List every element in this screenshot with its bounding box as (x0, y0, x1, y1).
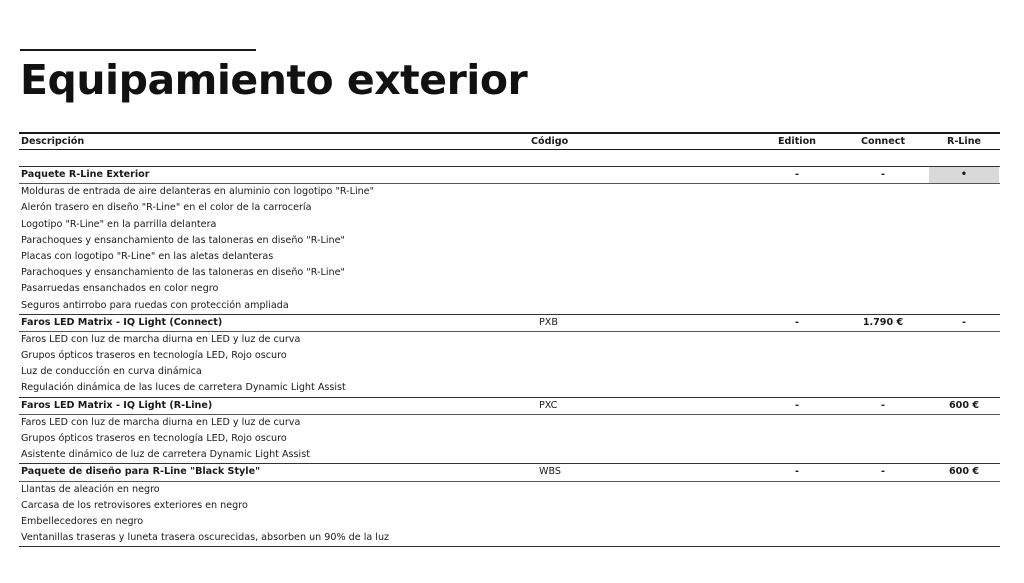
package-row (19, 166, 1000, 184)
feature-description: Parachoques y ensanchamiento de las taloneras en diseño "R-Line" (21, 234, 345, 246)
package-row (19, 463, 1000, 481)
package-connect-value: - (881, 466, 885, 478)
table-spacer (19, 150, 1000, 166)
package-code: WBS (539, 466, 561, 478)
feature-description: Seguros antirrobo para ruedas con protección ampliada (21, 299, 289, 311)
package-name: Paquete R-Line Exterior (21, 169, 150, 180)
feature-row (19, 265, 1000, 281)
feature-description: Embellecedores en negro (21, 515, 144, 527)
package-rline-value: - (962, 316, 966, 328)
package-connect-value: 1.790 € (862, 316, 904, 328)
package-name: Faros LED Matrix - IQ Light (R-Line) (21, 399, 213, 411)
feature-row (19, 348, 1000, 364)
table-header-row (19, 132, 1000, 150)
feature-description: Regulación dinámica de las luces de carretera Dynamic Light Assist (21, 382, 346, 394)
feature-row (19, 380, 1000, 396)
feature-row (19, 217, 1000, 233)
feature-description: Grupos ópticos traseros en tecnología LED, Rojo oscuro (21, 350, 287, 362)
feature-description: Logotipo "R-Line" en la parrilla delantera (21, 218, 217, 230)
feature-description: Alerón trasero en diseño "R-Line" en el color de la carrocería (21, 202, 312, 214)
feature-row (19, 281, 1000, 297)
package-rline-value: 600 € (948, 399, 980, 411)
package-rline-value: 600 € (948, 466, 980, 478)
package-rline-value: • (929, 167, 999, 183)
feature-description: Faros LED con luz de marcha diurna en LED y luz de curva (21, 416, 301, 428)
package-edition-value: - (795, 466, 799, 478)
page-title: Equipamiento exterior (20, 56, 528, 104)
feature-description: Placas con logotipo "R-Line" en las aletas delanteras (21, 250, 274, 262)
feature-row (19, 249, 1000, 265)
header-descripcion: Descripción (21, 136, 85, 147)
feature-description: Ventanillas traseras y luneta trasera oscurecidas, absorben un 90% de la luz (21, 532, 390, 544)
package-edition-value: - (795, 169, 799, 180)
package-name: Faros LED Matrix - IQ Light (Connect) (21, 316, 223, 328)
header-edition: Edition (777, 136, 816, 147)
package-code: PXC (539, 399, 558, 411)
feature-description: Asistente dinámico de luz de carretera Dynamic Light Assist (21, 449, 310, 461)
feature-row (19, 482, 1000, 498)
feature-description: Molduras de entrada de aire delanteras en aluminio con logotipo "R-Line" (21, 186, 375, 198)
package-connect-value: - (881, 169, 885, 180)
feature-description: Faros LED con luz de marcha diurna en LED y luz de curva (21, 333, 301, 345)
package-edition-value: - (795, 316, 799, 328)
feature-description: Llantas de aleación en negro (21, 483, 160, 495)
feature-row (19, 364, 1000, 380)
feature-row (19, 332, 1000, 348)
feature-row (19, 514, 1000, 530)
package-row (19, 397, 1000, 415)
feature-description: Parachoques y ensanchamiento de las taloneras en diseño "R-Line" (21, 267, 345, 279)
feature-row (19, 431, 1000, 447)
feature-description: Pasarruedas ensanchados en color negro (21, 283, 219, 295)
package-name: Paquete de diseño para R-Line "Black Style" (21, 466, 261, 478)
feature-row (19, 447, 1000, 463)
feature-row (19, 200, 1000, 216)
feature-description: Grupos ópticos traseros en tecnología LED, Rojo oscuro (21, 433, 287, 444)
feature-row (19, 498, 1000, 514)
equipment-table (19, 132, 1000, 547)
package-code: PXB (539, 316, 558, 328)
package-edition-value: - (795, 399, 799, 411)
feature-row (19, 233, 1000, 249)
feature-row (19, 530, 1000, 547)
table-body (19, 166, 1000, 547)
header-codigo: Código (531, 136, 569, 147)
header-connect: Connect (860, 136, 906, 147)
feature-row (19, 184, 1000, 200)
feature-row (19, 415, 1000, 431)
header-rline: R-Line (946, 136, 982, 147)
package-connect-value: - (881, 399, 885, 411)
title-top-rule (20, 49, 256, 51)
feature-row (19, 298, 1000, 314)
feature-description: Carcasa de los retrovisores exteriores en negro (21, 499, 248, 511)
package-row (19, 314, 1000, 332)
feature-description: Luz de conducción en curva dinámica (21, 366, 202, 378)
